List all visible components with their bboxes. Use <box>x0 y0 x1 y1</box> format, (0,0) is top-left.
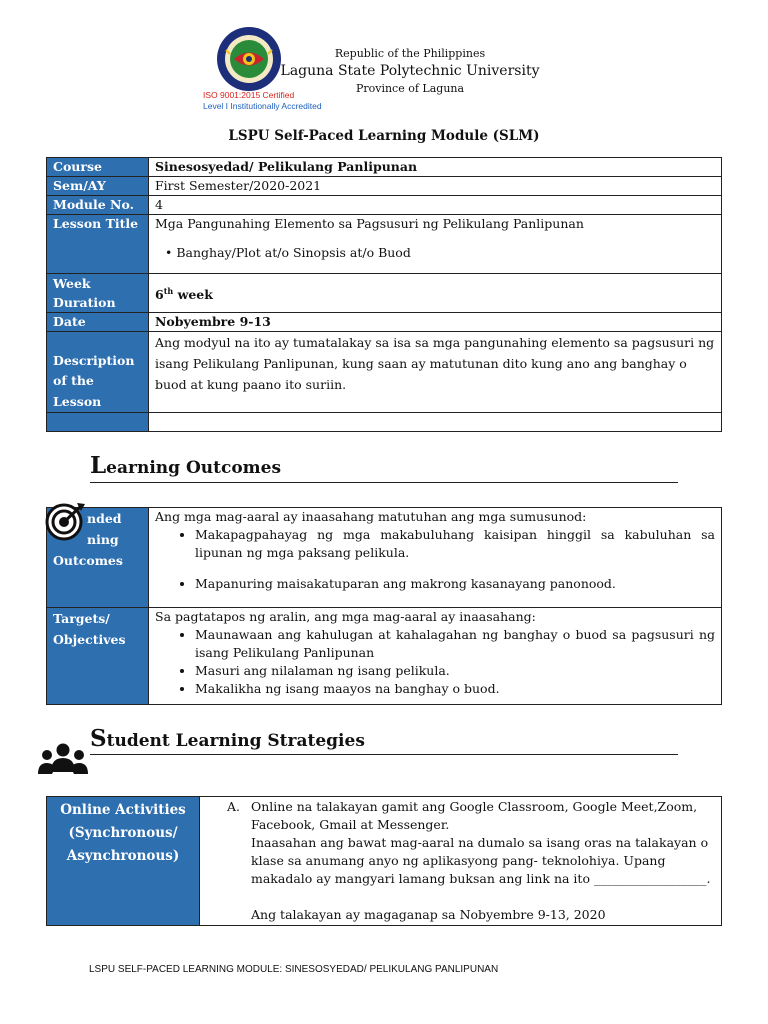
table-row <box>47 508 722 608</box>
empty-value-cell <box>149 413 722 432</box>
province-line: Province of Laguna <box>355 82 465 95</box>
activity-line: Online na talakayan gamit ang Google Classroom, Google Meet,Zoom, <box>251 799 698 814</box>
outcomes-table <box>46 507 722 705</box>
label-line: Online Activities <box>60 802 186 818</box>
online-activities-cell <box>200 797 722 926</box>
iso-certification: ISO 9001:2015 Certified <box>203 90 295 100</box>
description-line: isang Pelikulang Panlipunan, kung saan ay matutunan dito kung ano ang banghay o <box>155 356 687 371</box>
intended-outcomes-cell <box>149 508 722 608</box>
lesson-bullet-text: Banghay/Plot at/o Sinopsis at/o Buod <box>176 245 411 260</box>
list-item: • Maunawaan ang kahulugan at kahalagahan ng banghay o buod sa pagsusuri ng isang Pelikulang Panlipunan <box>195 626 715 662</box>
target-icon <box>44 500 88 542</box>
course-value: Sinesosyedad/ Pelikulang Panlipunan <box>149 158 722 177</box>
targets-label <box>47 608 149 705</box>
label-line: ning <box>87 532 119 547</box>
table-row <box>47 274 722 313</box>
week-duration-label <box>47 274 149 313</box>
activity-line: Inaasahan ang bawat mag-aaral na dumalo sa isang oras na talakayan o <box>251 835 709 850</box>
week-ordinal: th <box>163 285 174 296</box>
lesson-title-cell <box>149 215 722 274</box>
label-line: Targets/ <box>53 611 110 626</box>
week-word: week <box>177 287 213 303</box>
heading-rest: tudent Learning Strategies <box>106 731 365 751</box>
week-number: 6 <box>155 287 164 303</box>
strategies-table <box>46 796 722 926</box>
targets-cell <box>149 608 722 705</box>
heading-rest: earning Outcomes <box>106 458 282 478</box>
module-info-table <box>46 157 722 432</box>
table-row <box>47 158 722 177</box>
description-line: Ang modyul na ito ay tumatalakay sa isa sa mga pangunahing elemento sa pagsusuri ng <box>155 335 715 350</box>
republic-line: Republic of the Philippines <box>334 47 486 60</box>
label-line: (Synchronous/ <box>68 825 178 841</box>
table-row <box>47 413 722 432</box>
date-value: Nobyembre 9-13 <box>149 313 722 332</box>
section-divider <box>90 754 678 755</box>
course-label: Course <box>47 158 149 177</box>
description-label-line: Description <box>53 352 135 368</box>
list-item: • Mapanuring maisakatuparan ang makrong kasanayang panonood. <box>195 575 715 593</box>
date-label: Date <box>47 313 149 332</box>
activity-item <box>201 798 720 924</box>
bullet-icon: • <box>165 245 177 260</box>
description-line: buod at kung paano ito suriin. <box>155 377 347 392</box>
targets-intro: Sa pagtatapos ng aralin, ang mga mag-aaral ay inaasahang: <box>155 609 536 624</box>
activity-text <box>251 798 710 924</box>
outcomes-intro: Ang mga mag-aaral ay inaasahang matutuhan ang mga sumusunod: <box>155 509 587 524</box>
description-label-line: of the <box>53 373 94 388</box>
module-label: Module No. <box>47 196 149 215</box>
description-cell <box>149 332 722 413</box>
activity-letter: A. <box>227 799 241 814</box>
sem-label: Sem/AY <box>47 177 149 196</box>
table-row <box>47 177 722 196</box>
group-icon <box>38 742 88 776</box>
table-row <box>47 332 722 413</box>
table-row <box>47 608 722 705</box>
table-row <box>47 313 722 332</box>
module-value: 4 <box>149 196 722 215</box>
label-line: Objectives <box>53 632 126 647</box>
label-line: Outcomes <box>53 553 123 568</box>
description-label <box>47 332 149 413</box>
heading-initial: L <box>90 452 107 479</box>
empty-label-cell <box>47 413 149 432</box>
label-line: nded <box>87 511 122 526</box>
learning-outcomes-heading <box>90 452 281 479</box>
lesson-title-value: Mga Pangunahing Elemento sa Pagsusuri ng Pelikulang Panlipunan <box>155 216 584 231</box>
table-row <box>47 797 722 926</box>
university-name: Laguna State Polytechnic University <box>280 63 540 79</box>
outcomes-list <box>155 526 715 593</box>
activity-line: klase sa anumang anyo ng aplikasyong pang- teknolohiya. Upang <box>251 853 666 868</box>
targets-list <box>155 626 715 698</box>
list-item: • Masuri ang nilalaman ng isang pelikula. <box>195 662 715 680</box>
table-row <box>47 196 722 215</box>
week-label-line: Week <box>53 276 91 291</box>
activity-line: Ang talakayan ay magaganap sa Nobyembre 9-13, 2020 <box>251 907 606 922</box>
week-duration-value <box>149 274 722 313</box>
activity-line: Facebook, Gmail at Messenger. <box>251 817 450 832</box>
sem-value: First Semester/2020-2021 <box>149 177 722 196</box>
heading-initial: S <box>90 725 107 752</box>
list-item: • Makapagpahayag ng mga makabuluhang kaisipan hinggil sa kabuluhan sa lipunan ng mga paksang pelikula. <box>195 526 715 562</box>
page-footer: LSPU SELF-PACED LEARNING MODULE: SINESOSYEDAD/ PELIKULANG PANLIPUNAN <box>89 964 499 975</box>
table-row <box>47 215 722 274</box>
module-title: LSPU Self-Paced Learning Module (SLM) <box>228 128 540 144</box>
lesson-title-label: Lesson Title <box>47 215 149 274</box>
description-label-line: Lesson <box>53 393 102 409</box>
activity-line: makadalo ay mangyari lamang buksan ang link na ito __________________. <box>251 871 711 886</box>
accreditation-level: Level I Institutionally Accredited <box>203 101 322 111</box>
section-divider <box>90 482 678 483</box>
student-strategies-heading <box>90 725 365 752</box>
lesson-bullet-item <box>155 244 715 262</box>
duration-label-line: Duration <box>53 295 116 310</box>
label-line: Asynchronous) <box>66 848 180 864</box>
online-activities-label <box>47 797 200 926</box>
list-item: • Makalikha ng isang maayos na banghay o buod. <box>195 680 715 698</box>
